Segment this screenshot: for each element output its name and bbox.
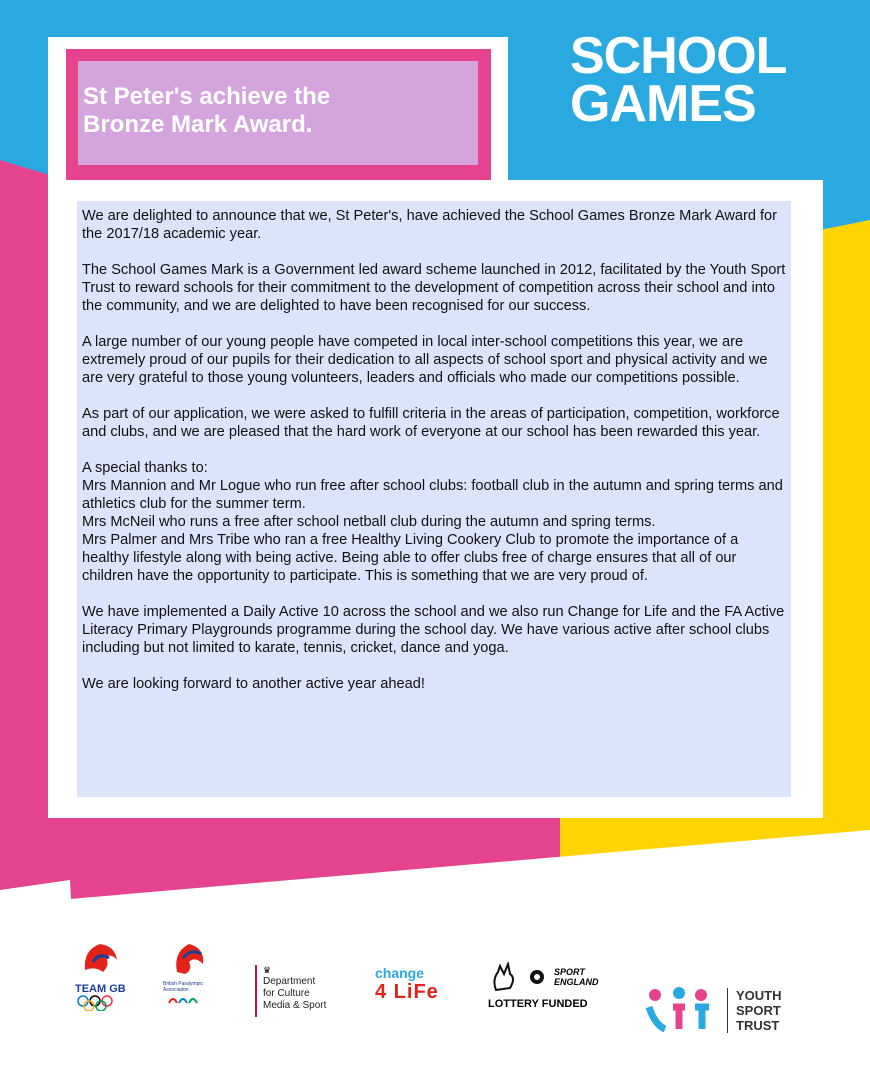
lion-icon xyxy=(75,940,125,976)
lottery-label: LOTTERY FUNDED xyxy=(488,998,588,1010)
sport-england-icon xyxy=(528,968,546,986)
british-paralympic-logo xyxy=(163,940,223,1030)
page-title: St Peter's achieve the Bronze Mark Award. xyxy=(83,83,331,138)
crossed-fingers-icon xyxy=(488,962,520,992)
sponsor-logos xyxy=(0,940,870,1040)
logo-line-2: GAMES xyxy=(570,75,756,133)
logo-line-1: SCHOOL xyxy=(570,27,787,85)
paragraph-closing: We are looking forward to another active year ahead! xyxy=(82,676,425,692)
change4life-logo xyxy=(375,965,455,1055)
yst-label: YOUTH SPORT TRUST xyxy=(727,988,782,1033)
change4life-top: change xyxy=(375,965,425,981)
crest-icon: ♛ xyxy=(263,965,272,975)
paragraph-mark-scheme: The School Games Mark is a Government led award scheme launched in 2012, facilitated by the Youth Sport Trust to reward schools for their commitment to the development of competition across their school and into the community, and we are delighted to have been recognised for our success. xyxy=(82,262,786,314)
title-card xyxy=(48,37,508,192)
bpa-label: British Paralympic Association xyxy=(163,981,204,993)
dcms-logo xyxy=(255,965,353,1017)
school-games-logo xyxy=(570,27,830,142)
title-panel xyxy=(78,61,478,165)
paragraph-thanks: A special thanks to: Mrs Mannion and Mr Logue who run free after school clubs: football club in the autumn and spring terms and athletics club for the summer term. Mrs McNeil who runs a free after school netball club during the autumn and spring terms. Mrs Palmer and Mrs Tribe who ran a free Healthy Living Cookery Club to promote the importance of a healthy lifestyle along with being active. Being able to offer clubs free of charge ensures that all of our children have the opportunity to participate. This is something that we are very proud of. xyxy=(82,460,783,584)
team-gb-label: TEAM GB xyxy=(75,983,126,995)
paragraph-activities: We have implemented a Daily Active 10 across the school and we also run Change for Life and the FA Active Literacy Primary Playgrounds programme during the school day. We have various active after school clubs including but not limited to karate, tennis, cricket, dance and yoga. xyxy=(82,604,785,656)
paragraph-application: As part of our application, we were asked to fulfill criteria in the areas of participation, competition, workforce and clubs, and we are pleased that the hard work of everyone at our school has been rewarded this year. xyxy=(82,406,780,440)
paragraph-competitions: A large number of our young people have competed in local inter-school competitions this year, we are extremely proud of our pupils for their dedication to all aspects of school sport and physical activity and we are very grateful to those young volunteers, leaders and officials who made our competitions possible. xyxy=(82,334,768,386)
team-gb-logo xyxy=(75,940,130,1030)
paragraph-announcement: We are delighted to announce that we, St Peter's, have achieved the School Games Bronze Mark Award for the 2017/18 academic year. xyxy=(82,208,778,242)
yellow-strip xyxy=(820,220,870,600)
content-card xyxy=(48,180,823,818)
yst-figures-icon xyxy=(645,985,721,1035)
sport-england-label: SPORT ENGLAND xyxy=(554,967,599,987)
lion-icon xyxy=(163,940,213,976)
olympic-rings-icon xyxy=(75,995,121,1011)
change4life-bottom: 4 LiFe xyxy=(375,981,439,1003)
title-border xyxy=(66,49,491,180)
sport-england-lottery-logo xyxy=(488,962,618,1052)
content-panel xyxy=(77,201,791,797)
youth-sport-trust-logo xyxy=(645,965,805,1055)
agitos-icon xyxy=(163,993,203,1009)
dcms-label: Department for Culture Media & Sport xyxy=(263,976,327,1011)
